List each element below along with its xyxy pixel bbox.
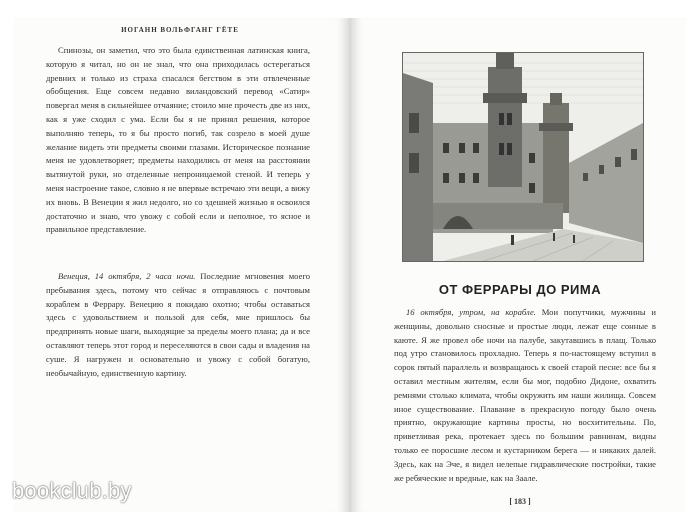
page-number: [ 183 ] [509,497,531,506]
site-watermark: bookclub.by [12,478,132,503]
castle-illustration [402,52,644,262]
left-paragraph-2-body: Последние мгновения моего пребывания здесь, потому что сейчас я отправляюсь с почтовым кораблем в Феррару. Венецию я покидаю охотно; чтобы оставаться здесь с удовольствием и пользой для себя, мне пришлось бы предпринять новые шаги, выходящие за пределы моего плана; да и все оставляют теперь этот город и переселяются в свои сады и владения на суше. Я нагружен и основательно и увожу с собой богатую, необычайную, единственную картину. [46,271,311,378]
left-page [14,18,346,512]
right-text-block [394,306,656,485]
left-paragraph-1: Спинозы, он заметил, что это была единственная латинская книга, которую я читал, но он не знал, что она приходилась остерегаться древних и только из страха спасался бегством в эти отвлеченные обобщения. Еще совсем недавно виландовский перевод «Сатир» повергал меня в сильнейшее отчаяние; стоило мне прочесть две из них, как я уже сходил с ума. Если бы я не принял решения, которое выполняю теперь, то я бы просто погиб, так созрело в моей душе желание видеть эти предметы своими глазами. Историческое познание меня не удовлетворяет; предметы находились от меня на расстоянии вытянутой руки, но отделенные непроницаемой стеной. И теперь у меня настроение такое, словно я не впервые встречаю эти вещи, а вижу их вновь. В Венеции я жил недолго, но со здешней жизнью я освоился достаточно и знаю, что увожу с собой если и неполное, то ясное и правильное представление. [46,45,310,235]
left-text-block-2 [46,270,310,380]
right-paragraph-1-body: Мои попутчики, мужчины и женщины, довольно сносные и простые люди, лежат еще сонные в каюте. Я же провел обе ночи на палубе, закутавшись в плащ. Только под утро становилось прохладно. Теперь я по-настоящему вступил в сорок пятый параллель и возвращаюсь к своей старой песне: все бы я оставил местным жителям, если бы мог, подобно Дидоне, охватить ремнями столько климата, чтобы окружить им наши жилища. Совсем иное существование. Плавание в прекрасную погоду было очень приятно, окружающие картины просты, но восхитительны. По, приветливая река, протекает здесь по большим равнинам, видны только ее поросшие лесом и кустарником берега — и никаких далей. Здесь, как на Эче, я видел нелепые гидравлические постройки, такие же ребяческие и вредные, как на Заале. [394,307,656,483]
castle-engraving-image [403,53,643,261]
book-gutter [346,18,354,512]
right-page [354,18,686,512]
left-text-block-1 [46,44,310,237]
left-paragraph-2-date: Венеция, 14 октября, 2 часа ночи. [58,271,196,281]
left-paragraph-2 [46,270,310,380]
right-paragraph-1-date: 16 октября, утром, на корабле. [406,307,536,317]
chapter-title: ОТ ФЕРРАРЫ ДО РИМА [438,282,602,297]
running-head: ИОГАНН ВОЛЬФГАНГ ГЁТЕ [121,26,239,34]
right-paragraph-1 [394,306,656,485]
